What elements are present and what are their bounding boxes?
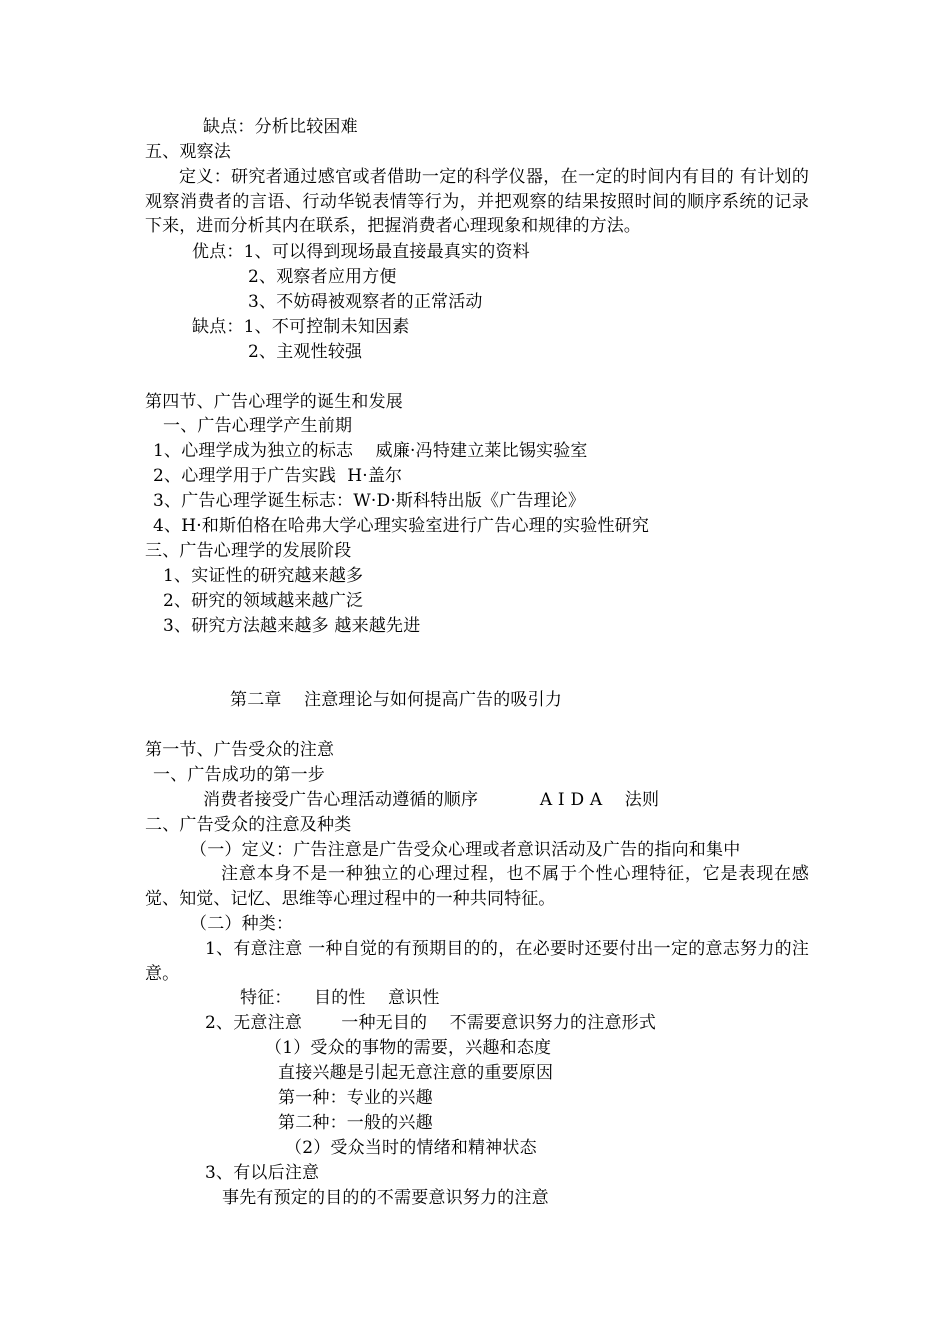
text-line: 1、心理学成为独立的标志 威廉·冯特建立莱比锡实验室: [153, 441, 588, 461]
text-line: 1、实证性的研究越来越多: [163, 566, 364, 586]
text-line: 缺点：1、不可控制未知因素: [192, 317, 410, 337]
section-heading: 第一节、广告受众的注意: [145, 740, 335, 760]
text-line: 优点：1、可以得到现场最直接最真实的资料: [192, 242, 530, 262]
text-line: 消费者接受广告心理活动遵循的顺序 A I D A 法则: [203, 790, 660, 810]
text-line: 3、有以后注意: [205, 1163, 320, 1183]
section-heading: 三、广告心理学的发展阶段: [145, 541, 352, 561]
paragraph: 定义：研究者通过感官或者借助一定的科学仪器，在一定的时间内有目的 有计划的观察消费者的言语、行动华锐表情等行为，并把观察的结果按照时间的顺序系统的记录下来，进而分析其内在联系，把握消费者心理现象和规律的方法。: [145, 167, 809, 237]
text-line: 直接兴趣是引起无意注意的重要原因: [278, 1063, 554, 1083]
text-line: 事先有预定的目的的不需要意识努力的注意: [222, 1188, 549, 1208]
section-heading: 二、广告受众的注意及种类: [145, 815, 352, 835]
text-line: （1）受众的事物的需要，兴趣和态度: [265, 1038, 552, 1058]
text-line: （一）定义：广告注意是广告受众心理或者意识活动及广告的指向和集中: [190, 840, 741, 860]
text-line: 第二种：一般的兴趣: [278, 1113, 433, 1133]
text-line: 3、研究方法越来越多 越来越先进: [163, 616, 421, 636]
text-line: 2、观察者应用方便: [248, 267, 397, 287]
paragraph: 注意本身不是一种独立的心理过程，也不属于个性心理特征，它是表现在感觉、知觉、记忆、思维等心理过程中的一种共同特征。: [145, 864, 809, 909]
text-line: 2、研究的领域越来越广泛: [163, 591, 364, 611]
text-line: 2、无意注意 一种无目的 不需要意识努力的注意形式: [205, 1013, 657, 1033]
text-line: 特征： 目的性 意识性: [240, 988, 440, 1008]
text-line: 2、主观性较强: [248, 342, 363, 362]
text-line: 4、H·和斯伯格在哈弗大学心理实验室进行广告心理的实验性研究: [153, 516, 650, 536]
section-heading: 第四节、广告心理学的诞生和发展: [145, 392, 403, 412]
paragraph: 1、有意注意 一种自觉的有预期目的的，在必要时还要付出一定的意志努力的注意。: [145, 939, 809, 984]
text-line: 2、心理学用于广告实践 H·盖尔: [153, 466, 403, 486]
chapter-title: 第二章 注意理论与如何提高广告的吸引力: [230, 690, 563, 710]
text-line: 第一种：专业的兴趣: [278, 1088, 433, 1108]
text-line: 缺点：分析比较困难: [203, 117, 358, 137]
text-line: 一、广告成功的第一步: [153, 765, 325, 785]
text-line: 3、广告心理学诞生标志：W·D·斯科特出版《广告理论》: [153, 491, 586, 511]
section-heading: 五、观察法: [145, 142, 231, 162]
text-line: 一、广告心理学产生前期: [163, 416, 353, 436]
text-line: （二）种类：: [190, 914, 294, 934]
text-line: 3、不妨碍被观察者的正常活动: [248, 292, 483, 312]
text-line: （2）受众当时的情绪和精神状态: [285, 1138, 537, 1158]
